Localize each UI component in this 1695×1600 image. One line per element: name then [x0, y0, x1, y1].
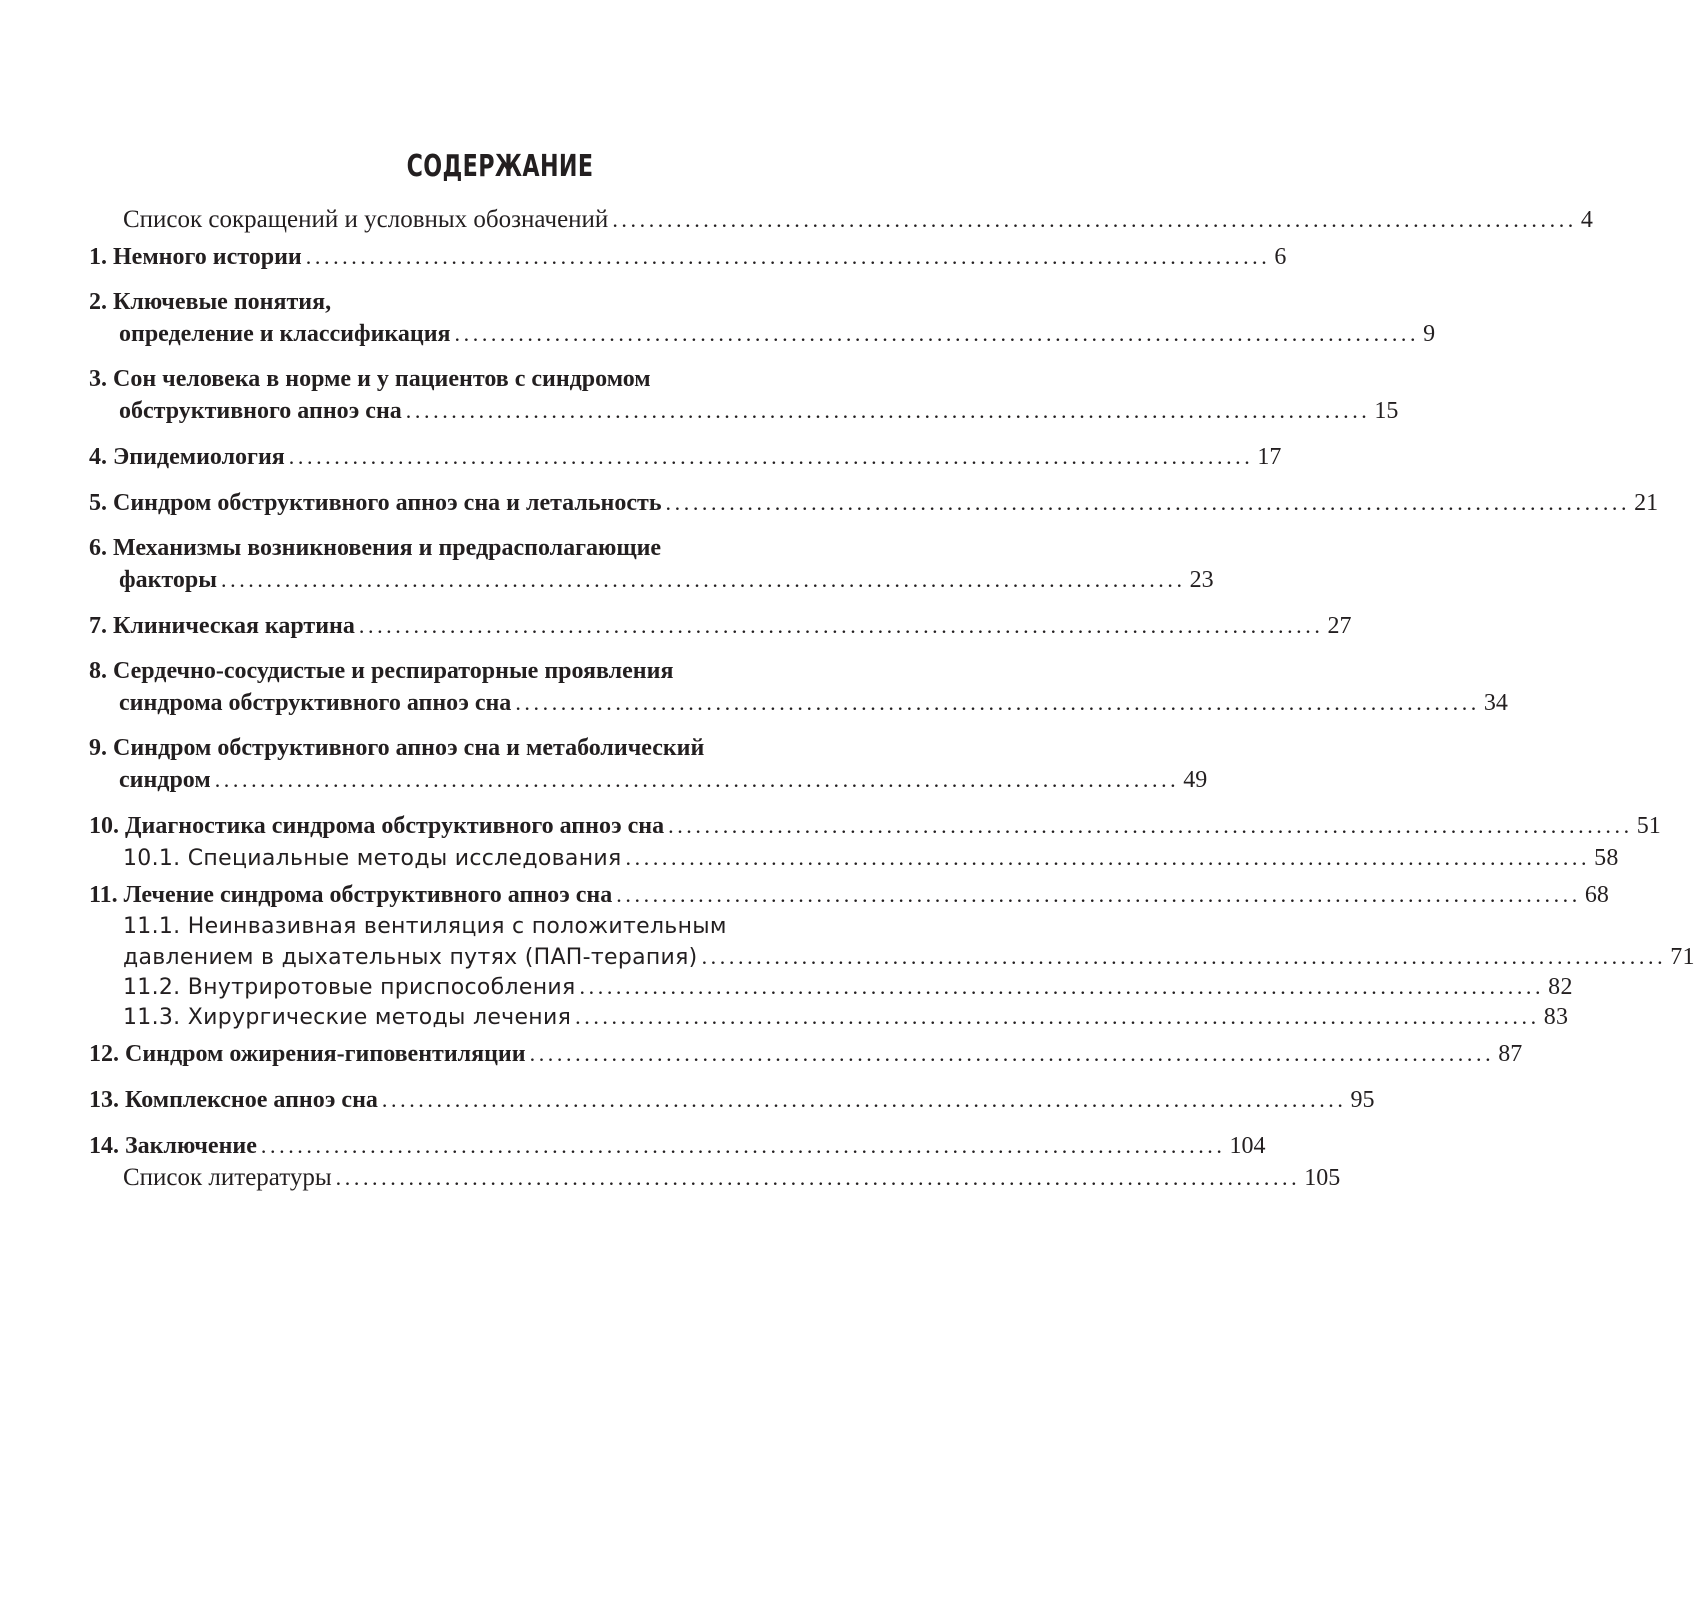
toc-entry-text: 2. Ключевые понятия,: [89, 289, 332, 315]
dot-leader: ..........................................................................................................: [575, 1004, 1540, 1029]
toc-entry: [89, 1084, 1375, 1115]
toc-page-number: 17: [1257, 444, 1282, 470]
toc-page-number: 9: [1423, 321, 1436, 347]
toc-entry-text: Список сокращений и условных обозначений: [123, 206, 609, 233]
toc-page-number: 104: [1229, 1133, 1266, 1159]
toc-page-number: 83: [1543, 1004, 1569, 1030]
toc-subentry: [89, 972, 1573, 1002]
toc-entry: [89, 733, 1208, 795]
toc-entry-text: 7. Клиническая картина: [89, 613, 355, 639]
toc-entry-text: 4. Эпидемиология: [89, 444, 285, 470]
toc-entry-text: 6. Механизмы возникновения и предрасполагающие: [89, 535, 662, 561]
toc-entry: [89, 656, 1508, 718]
toc-entry: [89, 441, 1282, 472]
toc-entry: [89, 364, 1399, 426]
toc-entry: [89, 610, 1352, 641]
toc-entry-text: 5. Синдром обструктивного апноэ сна и летальность: [89, 490, 662, 516]
toc-entry-text: 10. Диагностика синдрома обструктивного апноэ сна: [89, 813, 665, 839]
toc-page-number: 27: [1327, 613, 1352, 639]
toc-entry-text: Список литературы: [123, 1164, 332, 1191]
toc-entry-text: факторы: [119, 567, 217, 593]
toc-entry: [89, 879, 1609, 910]
dot-leader: ..........................................................................................................: [454, 321, 1420, 346]
dot-leader: ..........................................................................................................: [529, 1041, 1495, 1066]
toc-page-number: 4: [1580, 207, 1593, 233]
toc-page-number: 34: [1483, 690, 1508, 716]
toc-entry: [89, 810, 1661, 841]
table-of-contents: [89, 205, 1695, 1193]
toc-page-number: 68: [1584, 882, 1609, 908]
toc-page-number: 51: [1636, 813, 1661, 839]
dot-leader: ..........................................................................................................: [214, 767, 1180, 792]
toc-entry-text: 3. Сон человека в норме и у пациентов с синдромом: [89, 366, 651, 392]
toc-entry: [89, 1038, 1523, 1069]
dot-leader: ..........................................................................................................: [260, 1133, 1226, 1158]
toc-entry-text: 11.1. Неинвазивная вентиляция с положительным: [123, 914, 727, 939]
toc-entry: [89, 241, 1287, 272]
toc-page-number: 21: [1634, 490, 1659, 516]
dot-leader: ..........................................................................................................: [579, 974, 1545, 999]
toc-entry-text: 13. Комплексное апноэ сна: [89, 1087, 378, 1113]
dot-leader: ..........................................................................................................: [381, 1087, 1347, 1112]
dot-leader: ..........................................................................................................: [665, 490, 1631, 515]
dot-leader: ..........................................................................................................: [515, 690, 1480, 715]
toc-entry: [89, 533, 1214, 595]
toc-entry-text: 10.1. Специальные методы исследования: [123, 846, 622, 871]
toc-entry-text: синдрома обструктивного апноэ сна: [119, 690, 512, 716]
toc-entry: [89, 487, 1659, 518]
toc-page-number: 87: [1498, 1041, 1523, 1067]
toc-entry: [89, 287, 1436, 349]
toc-entry-text: обструктивного апноэ сна: [119, 398, 402, 424]
dot-leader: ..........................................................................................................: [305, 244, 1271, 269]
toc-entry-text: 11. Лечение синдрома обструктивного апноэ сна: [89, 882, 613, 908]
dot-leader: ..........................................................................................................: [288, 444, 1254, 469]
dot-leader: ..........................................................................................................: [625, 845, 1591, 870]
dot-leader: ..........................................................................................................: [358, 613, 1324, 638]
dot-leader: ..........................................................................................................: [616, 882, 1581, 907]
toc-entry-text: 8. Сердечно-сосудистые и респираторные проявления: [89, 658, 674, 684]
dot-leader: ..........................................................................................................: [335, 1165, 1301, 1190]
toc-entry-text: синдром: [119, 767, 211, 793]
toc-page-number: 71: [1670, 944, 1695, 970]
dot-leader: ..........................................................................................................: [221, 567, 1186, 592]
toc-entry: [89, 1130, 1266, 1161]
dot-leader: ..........................................................................................................: [405, 398, 1371, 423]
dot-leader: ..........................................................................................................: [668, 813, 1633, 838]
toc-page-number: 15: [1374, 398, 1399, 424]
toc-entry-text: 14. Заключение: [89, 1133, 257, 1159]
toc-entry: [89, 1163, 1341, 1193]
page-title: СОДЕРЖАНИЕ: [406, 149, 594, 184]
toc-entry-text: 9. Синдром обструктивного апноэ сна и метаболический: [89, 735, 705, 761]
toc-entry-text: 12. Синдром ожирения-гиповентиляции: [89, 1041, 526, 1067]
dot-leader: ..........................................................................................................: [612, 207, 1577, 232]
toc-entry: [89, 205, 1593, 235]
toc-page-number: 82: [1548, 974, 1573, 1000]
toc-subentry: [89, 1002, 1569, 1032]
toc-page-number: 6: [1274, 244, 1287, 270]
toc-subentry: [89, 912, 1695, 972]
toc-entry-text: 1. Немного истории: [89, 244, 302, 270]
toc-entry-text: давлением в дыхательных путях (ПАП-терапия): [123, 945, 698, 970]
dot-leader: ..........................................................................................................: [701, 944, 1667, 969]
toc-entry-text: 11.2. Внутриротовые приспособления: [123, 975, 576, 1000]
toc-entry-text: определение и классификация: [119, 321, 451, 347]
toc-page-number: 23: [1189, 567, 1214, 593]
toc-entry-text: 11.3. Хирургические методы лечения: [123, 1005, 572, 1030]
toc-page-number: 49: [1183, 767, 1208, 793]
toc-page-number: 95: [1350, 1087, 1375, 1113]
toc-subentry: [89, 843, 1619, 873]
toc-page-number: 105: [1304, 1165, 1341, 1191]
toc-page-number: 58: [1594, 845, 1619, 871]
